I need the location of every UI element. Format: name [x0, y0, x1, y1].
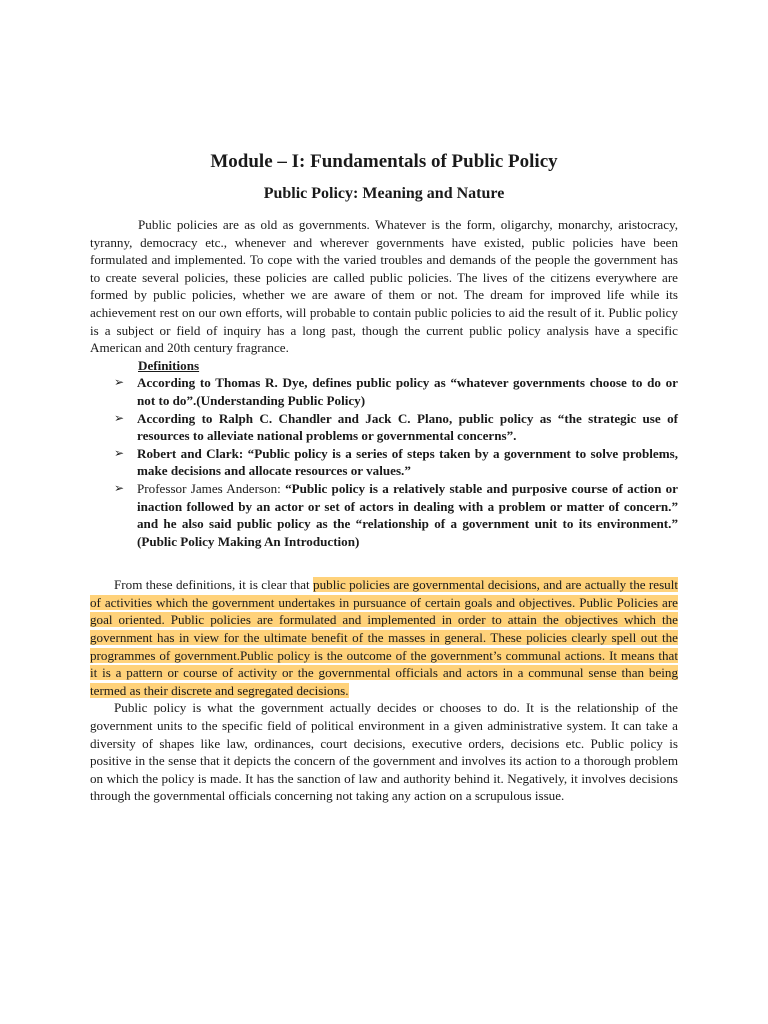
definition-item-chandler-plano	[90, 410, 678, 445]
definition-item-anderson	[90, 480, 678, 550]
definition-text: “Public policy is a relatively stable and purposive course of action or inaction followed by an actor or set of actors in dealing with a problem or matter of concern.” and he also said public policy as the “relationship of a government unit to its environment.” (Public Policy Making An Introduction)	[137, 480, 678, 549]
arrow-bullet-icon: ➢	[114, 410, 125, 425]
definition-text: According to Thomas R. Dye, defines public policy as “whatever governments choose to do or not to do”.(Understanding Public Policy)	[137, 375, 678, 408]
conclusion-paragraph	[90, 576, 678, 699]
definitions-heading: Definitions	[138, 357, 200, 373]
arrow-bullet-icon: ➢	[114, 375, 125, 390]
arrow-bullet-icon: ➢	[114, 445, 125, 460]
module-title: Module – I: Fundamentals of Public Policy	[210, 151, 558, 172]
conclusion-lead: From these definitions, it is clear that	[114, 577, 314, 593]
definition-text: According to Ralph C. Chandler and Jack C. Plano, public policy as “the strategic use of resources to alleviate national problems or governmental concerns”.	[137, 410, 678, 444]
definition-author: Professor James Anderson:	[137, 480, 281, 496]
public-policy-paragraph: Public policy is what the government actually decides or chooses to do. It is the relationship of the government units to the specific field of political environment in a given administrative system. It can take a diversity of shapes like law, ordinances, court decisions, executive orders, decisions etc. Public policy is positive in the sense that it depicts the concern of the government and involves its action to a thorough problem on which the policy is made. It has the sanction of law and authority behind it. Negatively, it involves decisions through the governmental officials concerning not taking any action on a scrupulous issue.	[90, 700, 678, 804]
definition-item-dye	[90, 374, 678, 409]
arrow-bullet-icon: ➢	[114, 480, 125, 495]
document-page	[90, 150, 678, 805]
highlighted-text[interactable]: public policies are governmental decisions, and are actually the result of activities which the government undertakes in pursuance of certain goals and objectives. Public Policies are goal oriented. Public policies are formulated and implemented in order to attain the objectives which the government has in view for the ultimate benefit of the masses in general. These policies clearly spell out the programmes of government.Public policy is the outcome of the government’s communal actions. It means that it is a pattern or course of activity or the governmental officials and actors in a communal sense than being termed as their discrete and segregated decisions.	[90, 577, 678, 698]
definitions-list	[90, 374, 678, 550]
section-subtitle: Public Policy: Meaning and Nature	[263, 185, 505, 202]
intro-paragraph: Public policies are as old as governments. Whatever is the form, oligarchy, monarchy, aristocracy, tyranny, democracy etc., whenever and wherever governments have existed, public policies have been formulated and implemented. To cope with the varied troubles and demands of the people the government has to create several policies, these policies are called public policies. The lives of the citizens everywhere are formed by public policies, whether we are aware of them or not. The dream for improved life while its achievement rest on our own efforts, will probable to contain public policies to aid the result of it. Public policy is a subject or field of inquiry has a long past, though the current public policy analysis have a specific American and 20th century fragrance.	[90, 217, 678, 356]
definition-text: Robert and Clark: “Public policy is a series of steps taken by a government to solve problems, make decisions and allocate resources or values.”	[137, 445, 678, 479]
spacer	[90, 550, 678, 576]
definition-item-robert-clark	[90, 445, 678, 480]
